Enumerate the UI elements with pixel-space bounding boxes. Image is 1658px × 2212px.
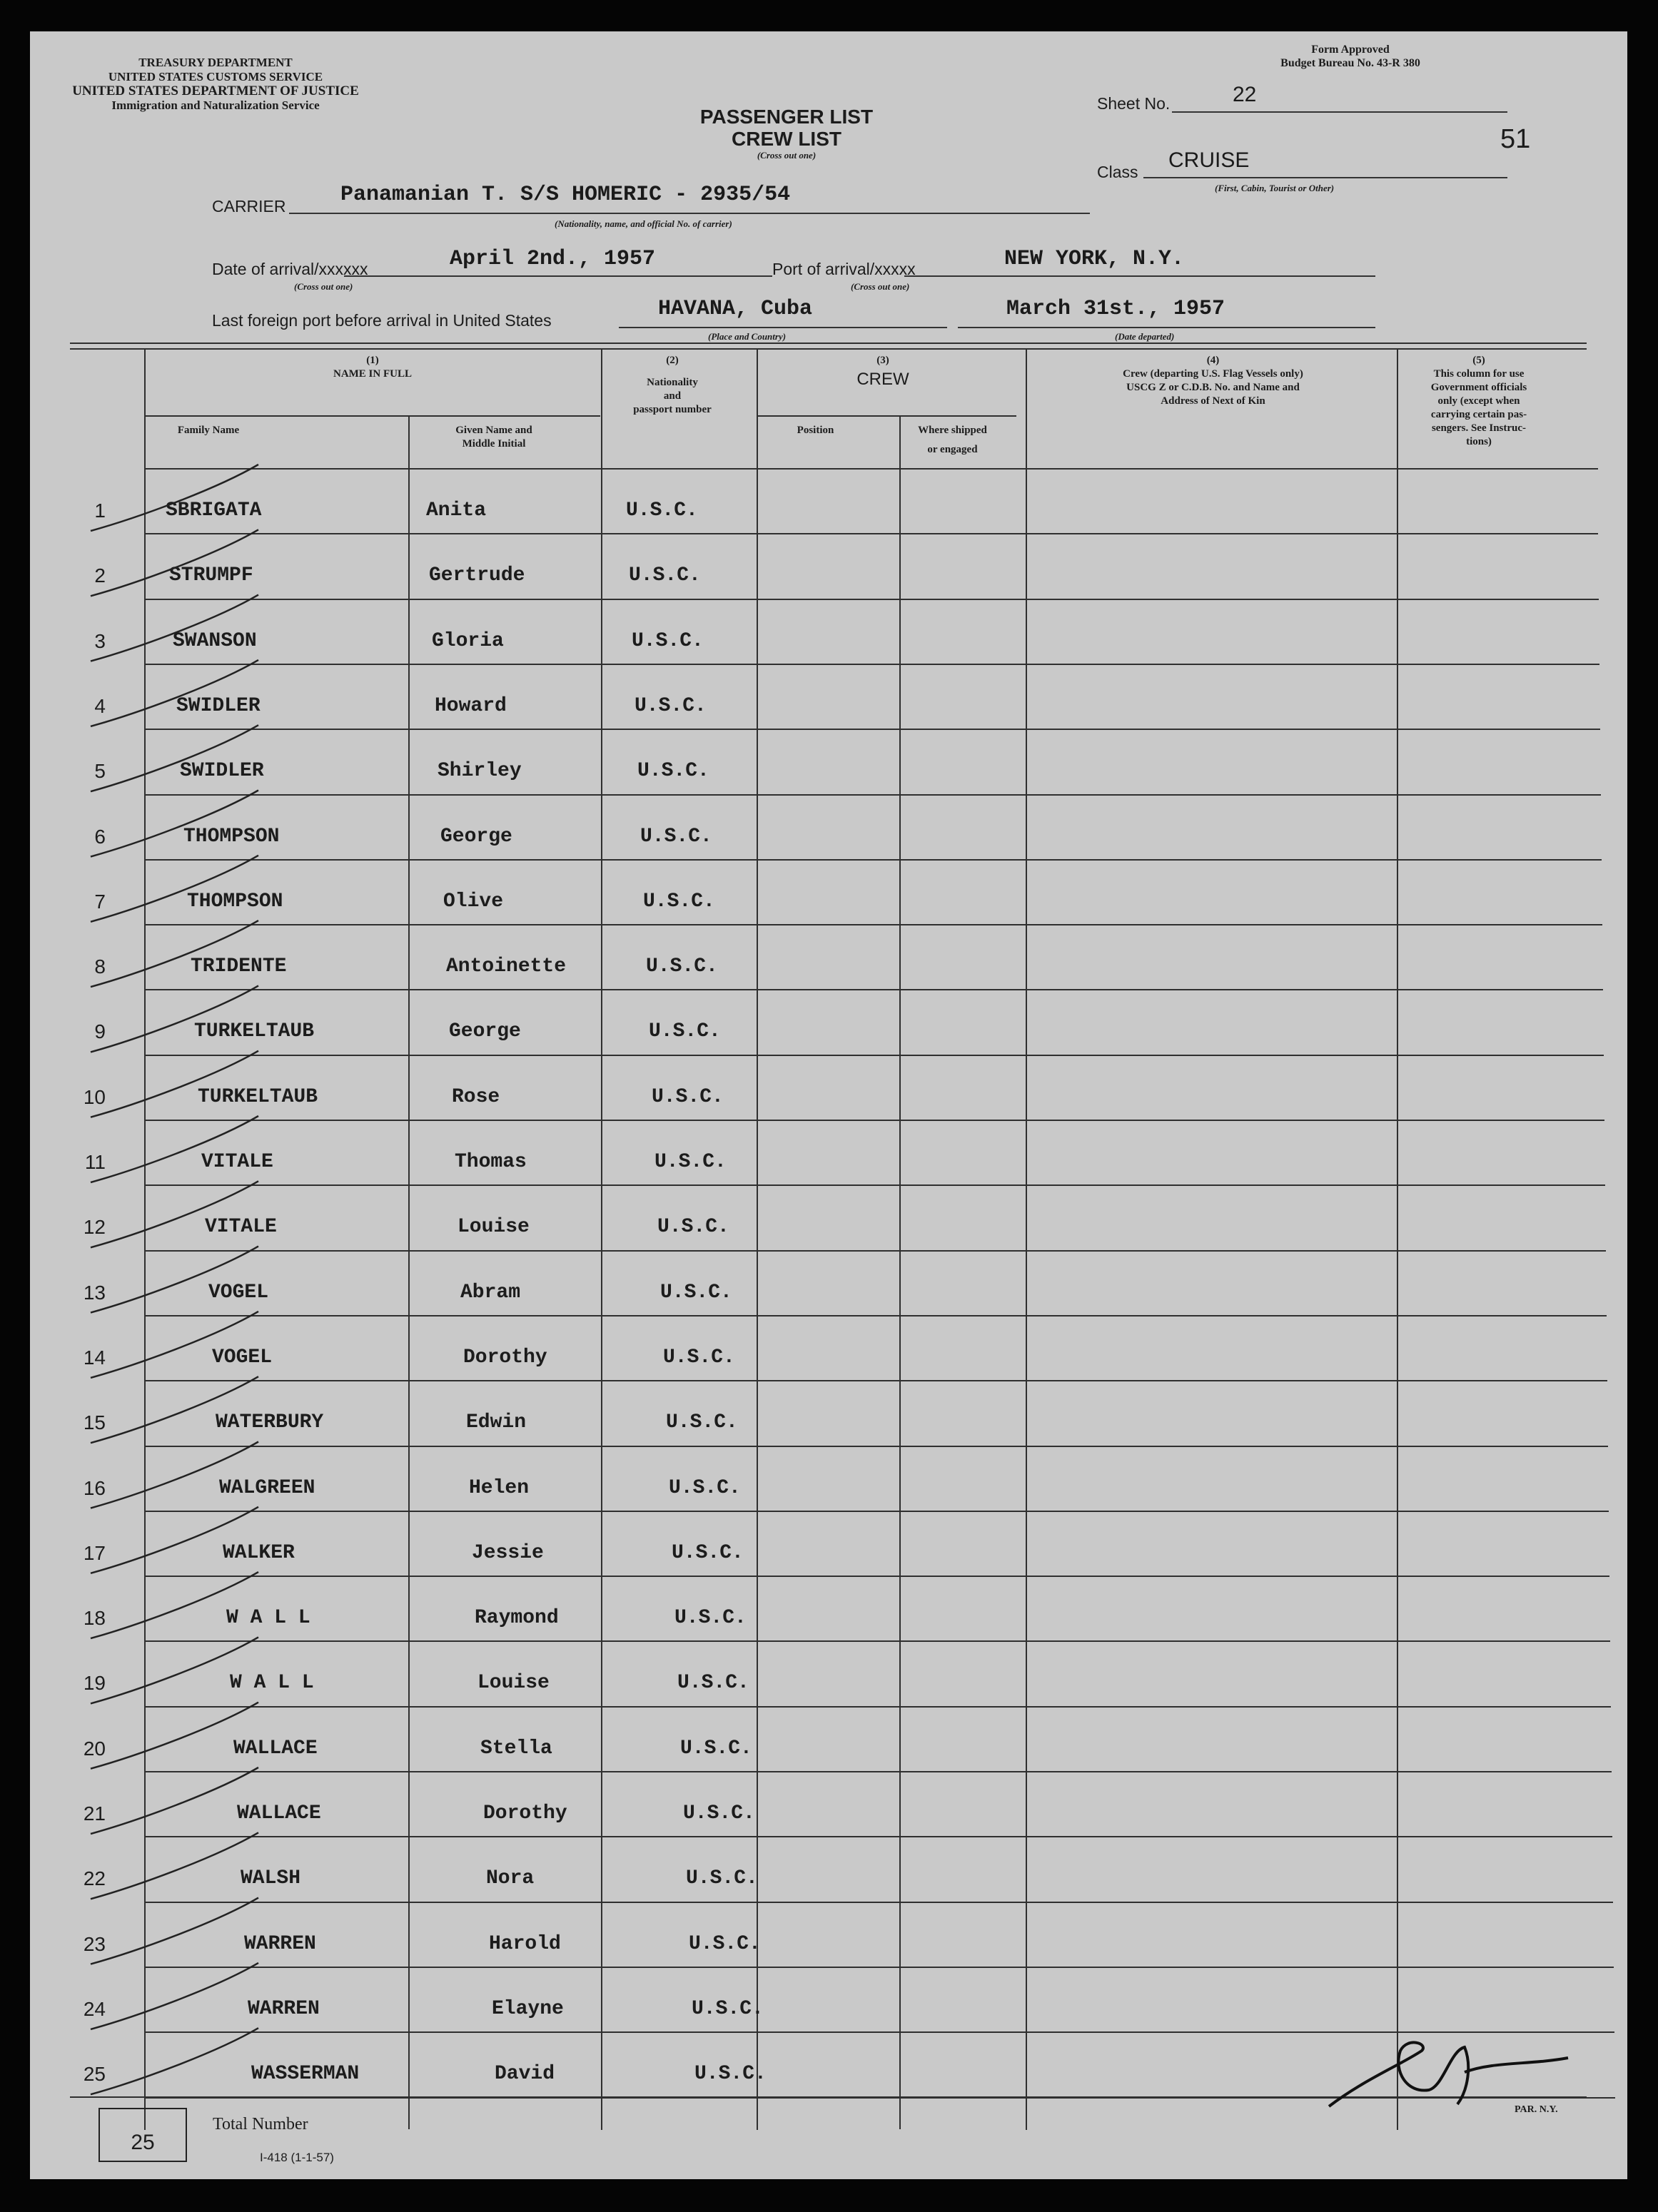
given-name: George	[440, 825, 512, 848]
given-name: Edwin	[466, 1411, 527, 1434]
col-where-shipped-line-1: Where shipped	[918, 425, 987, 436]
carrier-note: (Nationality, name, and official No. of carrier)	[555, 218, 732, 229]
col2-line-3: passport number	[633, 404, 712, 415]
sheet-no-value: 22	[1233, 83, 1257, 106]
family-name: WALLACE	[233, 1737, 318, 1760]
col4-line-1: Crew (departing U.S. Flag Vessels only)	[1123, 368, 1303, 380]
given-name: Rose	[452, 1085, 500, 1108]
nationality: U.S.C.	[629, 564, 701, 587]
family-name: WARREN	[248, 1997, 320, 2020]
family-name: TURKELTAUB	[198, 1085, 318, 1108]
tally-mark	[91, 595, 258, 661]
col5-line-3: only (except when	[1437, 395, 1520, 407]
given-name: Abram	[460, 1281, 521, 1304]
row-number: 8	[94, 955, 106, 978]
col-where-shipped-line-2: or engaged	[927, 444, 978, 455]
grid-vline-7	[1397, 350, 1398, 2130]
title-crew-list: CREW LIST	[732, 128, 841, 150]
date-arrival-line	[344, 275, 772, 277]
row-rule	[146, 794, 1601, 796]
row-number: 11	[84, 1151, 106, 1173]
given-name: Anita	[426, 499, 487, 522]
row-number: 9	[94, 1020, 106, 1043]
row-number: 12	[83, 1216, 106, 1239]
tally-mark	[91, 1767, 258, 1834]
tally-mark	[91, 1637, 258, 1703]
given-name: Dorothy	[483, 1802, 567, 1825]
given-name: Nora	[486, 1867, 535, 1890]
row-number: 5	[94, 760, 106, 783]
col-where-shipped-header	[901, 424, 1004, 457]
family-name: WARREN	[244, 1932, 316, 1955]
col1-title: NAME IN FULL	[333, 368, 412, 380]
row-number: 25	[83, 2063, 106, 2086]
tally-mark	[91, 985, 258, 1052]
row-rule	[146, 664, 1599, 665]
port-arrival-label: Port of arrival/xxxxx	[772, 260, 916, 278]
last-port-note: (Place and Country)	[708, 331, 787, 342]
family-name: SBRIGATA	[166, 499, 262, 522]
header-bottom-rule	[146, 468, 1598, 470]
row-number: 6	[94, 825, 106, 848]
row-rule	[146, 1120, 1604, 1121]
agency-line-3: UNITED STATES DEPARTMENT OF JUSTICE	[72, 83, 359, 98]
nationality: U.S.C.	[672, 1541, 744, 1564]
col1-number: (1)	[366, 355, 379, 366]
family-name: WALGREEN	[219, 1476, 315, 1499]
row-rule	[146, 1640, 1610, 1642]
class-value: CRUISE	[1168, 148, 1250, 172]
row-rule	[146, 1511, 1609, 1512]
nationality: U.S.C.	[686, 1867, 758, 1890]
carrier-label: CARRIER	[212, 197, 286, 215]
title-cross-out-note: (Cross out one)	[757, 150, 817, 161]
given-name: Elayne	[492, 1997, 564, 2020]
family-name: VOGEL	[208, 1281, 269, 1304]
row-rule	[146, 1902, 1613, 1903]
row-number: 17	[83, 1541, 106, 1564]
grid-vline-6	[1026, 350, 1027, 2130]
nationality: U.S.C.	[680, 1737, 752, 1760]
total-number-value: 25	[131, 2131, 155, 2154]
nationality: U.S.C.	[666, 1411, 738, 1434]
tally-mark	[91, 1116, 258, 1182]
last-port-value: HAVANA, Cuba	[658, 297, 813, 321]
row-number: 7	[94, 890, 106, 913]
tally-mark	[91, 1703, 258, 1769]
family-name: THOMPSON	[187, 890, 283, 913]
nationality: U.S.C.	[646, 955, 718, 978]
nationality: U.S.C.	[652, 1085, 724, 1108]
date-cross-out-note: (Cross out one)	[294, 281, 353, 292]
nationality: U.S.C.	[683, 1802, 755, 1825]
family-name: TRIDENTE	[191, 955, 287, 978]
title-passenger-list: PASSENGER LIST	[699, 106, 874, 128]
col-given-name-line-2: Middle Initial	[462, 438, 526, 450]
row-rule	[146, 1967, 1614, 1968]
nationality: U.S.C.	[669, 1476, 741, 1499]
class-note: (First, Cabin, Tourist or Other)	[1215, 183, 1335, 193]
row-number: 10	[83, 1085, 106, 1108]
col3-number: (3)	[876, 355, 889, 366]
col5-line-5: sengers. See Instruc-	[1431, 422, 1527, 434]
tally-mark	[91, 529, 258, 596]
tally-mark	[91, 920, 258, 987]
port-arrival-value: NEW YORK, N.Y.	[1004, 247, 1185, 271]
family-name: WATERBURY	[216, 1411, 324, 1434]
form-title	[672, 106, 901, 161]
col5-line-4: carrying certain pas-	[1430, 409, 1527, 420]
par-ny-mark: PAR. N.Y.	[1515, 2104, 1558, 2115]
col3-sub-rule	[758, 415, 1016, 417]
family-name: SWANSON	[173, 629, 257, 652]
officer-signature	[1322, 2022, 1579, 2115]
date-arrival-label: Date of arrival/xxxxxx	[212, 260, 368, 278]
family-name: WALSH	[241, 1867, 301, 1890]
tally-mark	[91, 1507, 258, 1573]
nationality: U.S.C.	[640, 825, 712, 848]
tally-mark	[91, 465, 258, 531]
given-name: Dorothy	[463, 1346, 547, 1369]
row-number: 24	[83, 1997, 106, 2020]
carrier-value: Panamanian T. S/S HOMERIC - 2935/54	[340, 183, 791, 207]
tally-mark	[91, 1898, 258, 1964]
nationality: U.S.C.	[689, 1932, 761, 1955]
col4-number: (4)	[1206, 355, 1220, 366]
row-number: 2	[94, 564, 106, 587]
form-approved-text: Form Approved	[1311, 44, 1390, 56]
grid-vline-4	[757, 350, 758, 2130]
family-name: VITALE	[205, 1216, 277, 1239]
given-name: Louise	[458, 1216, 530, 1239]
row-number: 20	[83, 1737, 106, 1760]
nationality: U.S.C.	[657, 1216, 729, 1239]
col2-line-1: Nationality	[647, 377, 698, 388]
row-number: 4	[94, 694, 106, 717]
sheet-no-line	[1172, 111, 1507, 113]
tally-mark	[91, 1832, 258, 1899]
row-number: 13	[83, 1281, 106, 1304]
form-number: I-418 (1-1-57)	[260, 2151, 334, 2164]
nationality: U.S.C.	[663, 1346, 735, 1369]
row-rule	[146, 859, 1602, 861]
given-name: Raymond	[475, 1607, 559, 1630]
nationality: U.S.C.	[677, 1672, 749, 1695]
date-departed-note: (Date departed)	[1115, 331, 1175, 342]
nationality: U.S.C.	[649, 1020, 721, 1043]
col5-line-1: This column for use	[1433, 368, 1525, 380]
row-number: 14	[83, 1346, 106, 1369]
family-name: WALKER	[223, 1541, 295, 1564]
family-name: W A L L	[230, 1672, 314, 1695]
col3-title: CREW	[856, 370, 909, 389]
family-name: WASSERMAN	[251, 2063, 360, 2086]
row-rule	[146, 1446, 1608, 1447]
given-name: Gloria	[432, 629, 504, 652]
tally-mark	[91, 1442, 258, 1508]
agency-line-1: TREASURY DEPARTMENT	[138, 56, 293, 69]
col5-header	[1407, 354, 1550, 449]
row-number: 18	[83, 1607, 106, 1630]
agency-line-4: Immigration and Naturalization Service	[111, 98, 320, 112]
tally-mark	[91, 1247, 258, 1313]
col5-number: (5)	[1472, 355, 1485, 366]
col2-number: (2)	[666, 355, 679, 366]
row-number: 19	[83, 1672, 106, 1695]
port-cross-out-note: (Cross out one)	[851, 281, 910, 292]
agency-line-2: UNITED STATES CUSTOMS SERVICE	[108, 70, 323, 83]
row-number: 21	[83, 1802, 106, 1825]
row-number: 22	[83, 1867, 106, 1890]
col5-line-6: tions)	[1466, 436, 1492, 447]
nationality: U.S.C.	[674, 1607, 747, 1630]
row-number: 3	[94, 629, 106, 652]
grid-vline-2	[408, 417, 410, 2129]
row-rule	[146, 1184, 1605, 1186]
nationality: U.S.C.	[692, 1997, 764, 2020]
given-name: Howard	[435, 694, 507, 717]
row-rule	[146, 1771, 1612, 1772]
row-rule	[146, 924, 1602, 925]
family-name: SWIDLER	[180, 760, 264, 783]
tally-mark	[91, 725, 258, 791]
family-name: THOMPSON	[183, 825, 280, 848]
given-name: Gertrude	[429, 564, 525, 587]
tally-mark	[91, 791, 258, 857]
nationality: U.S.C.	[632, 629, 704, 652]
date-arrival-value: April 2nd., 1957	[450, 247, 656, 271]
row-rule	[146, 599, 1599, 600]
class-label: Class	[1097, 163, 1138, 181]
date-departed-line	[958, 327, 1375, 328]
nationality: U.S.C.	[660, 1281, 732, 1304]
col2-line-2: and	[663, 390, 682, 402]
row-rule	[146, 1055, 1604, 1056]
tally-mark	[91, 1181, 258, 1247]
class-line	[1143, 177, 1507, 178]
sheet-no-label: Sheet No.	[1097, 94, 1171, 113]
family-name: W A L L	[226, 1607, 310, 1630]
row-number: 15	[83, 1411, 106, 1434]
row-number: 23	[83, 1932, 106, 1955]
col-family-name-header: Family Name	[177, 425, 240, 436]
given-name: Olive	[443, 890, 504, 913]
col4-line-3: Address of Next of Kin	[1161, 395, 1265, 407]
row-rule	[146, 1706, 1611, 1708]
nationality: U.S.C.	[637, 760, 709, 783]
given-name: David	[495, 2063, 555, 2086]
family-name: SWIDLER	[176, 694, 261, 717]
date-departed-value: March 31st., 1957	[1006, 297, 1225, 321]
grid-vline-3	[601, 350, 602, 2130]
family-name: TURKELTAUB	[194, 1020, 315, 1043]
tally-mark	[91, 1051, 258, 1117]
given-name: Louise	[477, 1672, 550, 1695]
form-approval	[1265, 43, 1436, 70]
carrier-line	[289, 213, 1090, 214]
nationality: U.S.C.	[643, 890, 715, 913]
row-rule	[146, 1315, 1607, 1316]
col5-line-2: Government officials	[1430, 382, 1527, 393]
row-rule	[146, 989, 1603, 990]
last-port-label: Last foreign port before arrival in United States	[212, 311, 552, 330]
given-name: Harold	[489, 1932, 561, 1955]
last-port-line	[619, 327, 947, 328]
nationality: U.S.C.	[654, 1151, 727, 1173]
nationality: U.S.C.	[626, 499, 698, 522]
budget-bureau-text: Budget Bureau No. 43-R 380	[1280, 57, 1420, 69]
nationality: U.S.C.	[635, 694, 707, 717]
page-number: 51	[1500, 124, 1531, 154]
col-position-header: Position	[797, 425, 834, 436]
family-name: VOGEL	[212, 1346, 273, 1369]
row-number: 16	[83, 1476, 106, 1499]
tally-mark	[91, 1963, 258, 2029]
family-name: WALLACE	[237, 1802, 321, 1825]
passenger-list-form	[30, 31, 1627, 2179]
col-given-name-header	[401, 424, 587, 451]
row-rule	[146, 1836, 1612, 1837]
row-rule	[146, 729, 1600, 730]
tally-mark	[91, 856, 258, 922]
tally-mark	[91, 1572, 258, 1638]
port-arrival-line	[904, 275, 1375, 277]
given-name: Shirley	[438, 760, 522, 783]
col2-header	[608, 354, 737, 417]
tally-mark	[91, 660, 258, 726]
given-name: Jessie	[472, 1541, 544, 1564]
tally-marks	[30, 31, 315, 2172]
col-given-name-line-1: Given Name and	[455, 425, 532, 436]
given-name: Antoinette	[446, 955, 567, 978]
row-rule	[146, 1250, 1606, 1252]
total-number-label: Total Number	[213, 2115, 308, 2134]
col4-header	[1029, 354, 1397, 408]
family-name: STRUMPF	[169, 564, 253, 587]
given-name: Thomas	[455, 1151, 527, 1173]
family-name: VITALE	[201, 1151, 273, 1173]
tally-mark	[91, 2028, 258, 2094]
tally-mark	[91, 1312, 258, 1378]
given-name: George	[449, 1020, 521, 1043]
grid-vline-5	[899, 417, 901, 2129]
row-rule	[146, 1576, 1609, 1577]
col4-line-2: USCG Z or C.D.B. No. and Name and	[1126, 382, 1300, 393]
row-rule	[146, 533, 1598, 534]
given-name: Stella	[480, 1737, 552, 1760]
given-name: Helen	[469, 1476, 530, 1499]
tally-mark	[91, 1376, 258, 1443]
row-rule	[146, 1380, 1607, 1381]
nationality: U.S.C.	[694, 2063, 767, 2086]
row-number: 1	[94, 499, 106, 522]
col3-header	[754, 354, 1011, 392]
